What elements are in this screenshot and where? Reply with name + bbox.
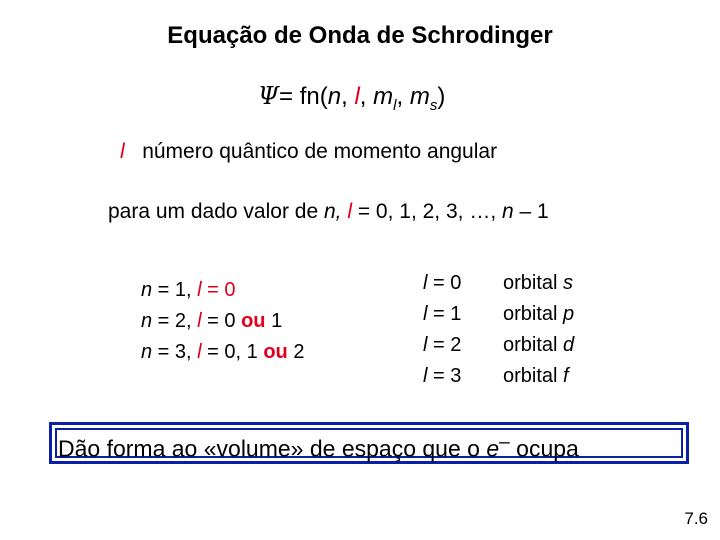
- comma: ,: [341, 83, 355, 110]
- l-symbol: l: [354, 83, 360, 110]
- l-symbol: l: [347, 200, 352, 223]
- orbital-l-value: [423, 361, 503, 392]
- orbital-letter: d: [563, 334, 575, 356]
- l-value-tail: 1: [265, 310, 283, 332]
- l-symbol: l: [423, 334, 428, 356]
- slide-title: Equação de Onda de Schrodinger: [167, 22, 553, 49]
- electron-charge: –: [499, 432, 510, 453]
- case-row: [141, 337, 304, 368]
- ou-word: ou: [263, 341, 288, 363]
- l-value: = 0: [201, 310, 242, 332]
- orbital-l-value: [423, 268, 503, 299]
- orbital-word: orbital: [503, 272, 564, 294]
- l-number: = 2: [427, 334, 462, 356]
- orbital-word: orbital: [503, 334, 564, 356]
- ou-word: ou: [241, 310, 266, 332]
- n-symbol: n: [141, 310, 153, 332]
- orbital-name: [503, 361, 569, 392]
- l-symbol: l: [197, 310, 202, 332]
- l-values-line: [108, 200, 549, 224]
- orbital-name: [503, 299, 574, 330]
- close-paren: ): [437, 83, 446, 110]
- case-row: [141, 306, 304, 337]
- l-symbol: l: [120, 140, 125, 163]
- l-symbol: l: [423, 272, 428, 294]
- orbital-letter: f: [563, 365, 569, 387]
- orbital-name: [503, 268, 573, 299]
- l-symbol: l: [197, 341, 202, 363]
- l-value-tail: 2: [287, 341, 305, 363]
- ml-symbol: m: [373, 83, 394, 110]
- electron-symbol: e: [486, 435, 500, 462]
- l-values-prefix: para um dado valor de: [108, 200, 324, 223]
- l-symbol: l: [197, 279, 202, 301]
- l-number: = 0: [427, 272, 462, 294]
- wave-equation: [258, 82, 446, 114]
- orbital-word: orbital: [503, 365, 564, 387]
- l-values-suffix: – 1: [513, 200, 549, 223]
- highlight-text: [58, 432, 579, 463]
- orbital-row: [423, 330, 574, 361]
- n-symbol: n,: [323, 200, 348, 223]
- orbital-row: [423, 361, 574, 392]
- psi-symbol: Ψ: [258, 82, 280, 110]
- n-symbol: n: [141, 341, 153, 363]
- ml-subscript: l: [393, 97, 397, 114]
- l-value: = 0, 1: [201, 341, 264, 363]
- n-value: = 2,: [152, 310, 198, 332]
- orbitals-list: [423, 268, 574, 392]
- highlight-box: [49, 422, 689, 464]
- ms-subscript: s: [429, 97, 438, 114]
- l-symbol: l: [423, 303, 428, 325]
- n-symbol: n: [502, 200, 514, 223]
- orbital-word: orbital: [503, 303, 564, 325]
- l-symbol: l: [423, 365, 428, 387]
- orbital-letter: s: [563, 272, 574, 294]
- cases-list: [141, 275, 304, 368]
- highlight-text-end: ocupa: [509, 435, 579, 462]
- case-row: [141, 275, 304, 306]
- l-number: = 3: [427, 365, 462, 387]
- l-definition: [120, 140, 497, 164]
- equals-fn: = fn(: [279, 83, 328, 110]
- comma: ,: [359, 83, 374, 110]
- orbital-letter: p: [563, 303, 575, 325]
- orbital-l-value: [423, 330, 503, 361]
- ms-symbol: m: [409, 83, 430, 110]
- n-symbol: n: [141, 279, 153, 301]
- l-number: = 1: [427, 303, 462, 325]
- page-number: 7.6: [684, 509, 708, 528]
- n-value: = 1,: [152, 279, 198, 301]
- highlight-text-start: Dão forma ao «volume» de espaço que o: [58, 435, 487, 462]
- orbital-name: [503, 330, 574, 361]
- orbital-row: [423, 268, 574, 299]
- n-value: = 3,: [152, 341, 198, 363]
- n-symbol: n: [327, 83, 342, 110]
- comma: ,: [396, 83, 410, 110]
- l-value: = 0: [201, 279, 236, 301]
- l-values-range: = 0, 1, 2, 3, …,: [352, 200, 502, 223]
- orbital-l-value: [423, 299, 503, 330]
- orbital-row: [423, 299, 574, 330]
- l-definition-text: número quântico de momento angular: [142, 140, 498, 163]
